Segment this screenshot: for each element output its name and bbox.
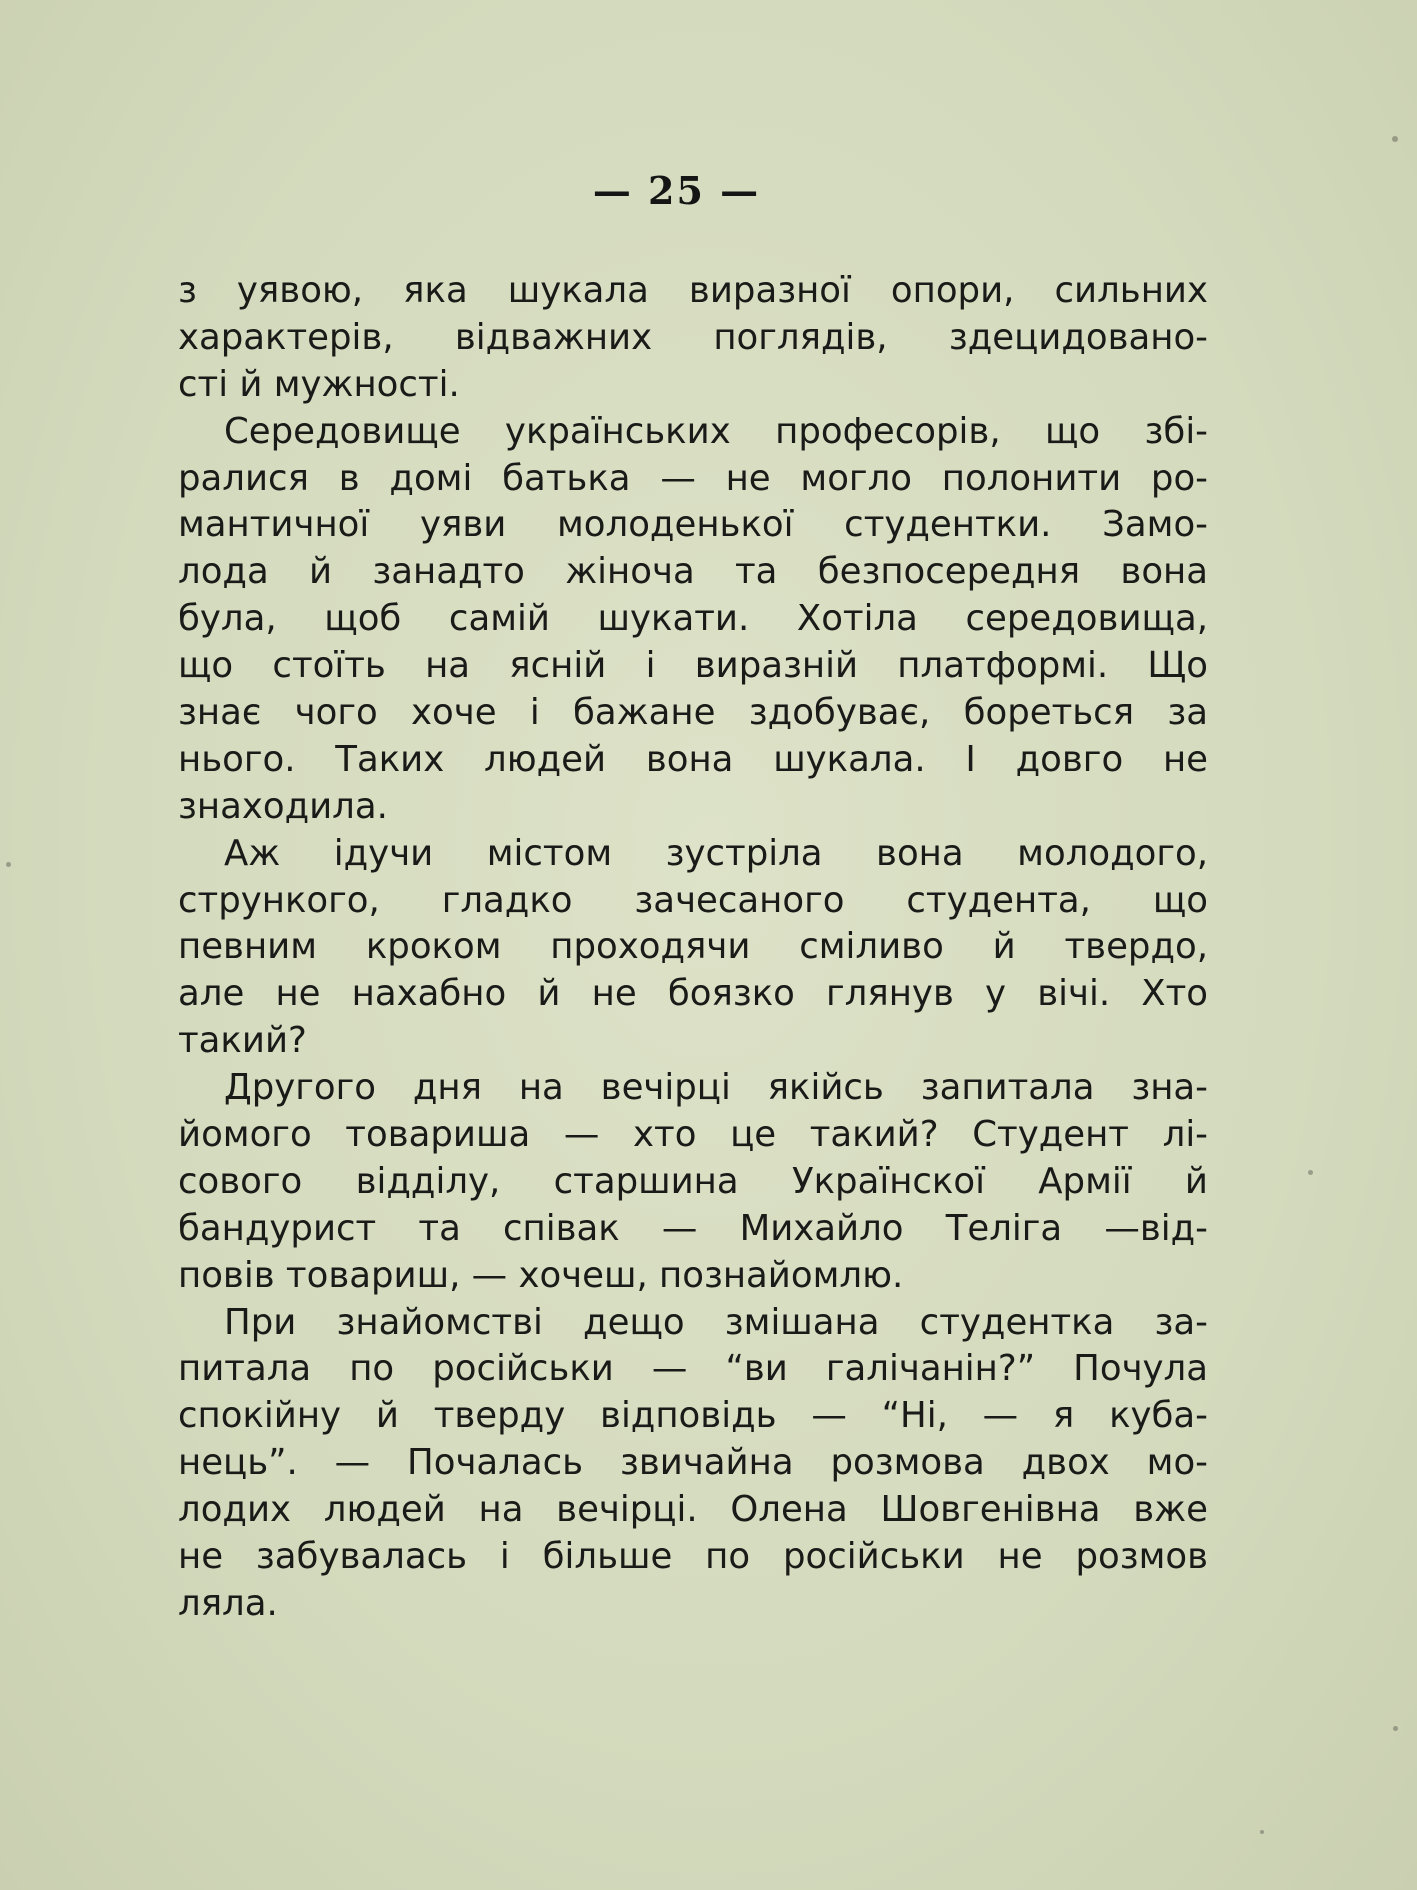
text-line: спокійну й тверду відповідь — “Ні, — я куба- [178,1395,1208,1437]
text-line: сового відділу, старшина Українскої Армії й [178,1160,1208,1202]
text-line: повів товариш, — хочеш, познайомлю. [178,1254,904,1296]
paper-speck [1308,1170,1313,1175]
text-line: бандурист та співак — Михайло Теліга —від- [178,1207,1208,1249]
paragraph [178,831,1208,1065]
text-line: Другого дня на вечірці якійсь запитала зна- [224,1067,1208,1109]
text-line: але не нахабно й не боязко глянув у вічі. Хто [178,973,1208,1015]
text-line: Аж ідучи містом зустріла вона молодого, [224,832,1208,874]
text-line: питала по російськи — “ви галічанін?” Почула [178,1348,1208,1390]
text-line: нець”. — Почалась звичайна розмова двох мо- [178,1442,1208,1484]
text-line: знає чого хоче і бажане здобуває, бореться за [178,692,1208,734]
paragraph [178,1065,1208,1299]
text-line: була, щоб самій шукати. Хотіла середовища, [178,598,1208,640]
text-line: мантичної уяви молоденької студентки. Замо- [178,504,1208,546]
text-line: нього. Таких людей вона шукала. І довго не [178,738,1208,780]
text-line: такий? [178,1020,307,1062]
paragraph [178,268,1208,409]
text-line: Середовище українських професорів, що збі- [224,410,1208,452]
text-line: з уявою, яка шукала виразної опори, сильних [178,270,1208,311]
paper-speck [6,862,11,867]
paragraph [178,409,1208,831]
page-number: — 25 — [592,168,761,213]
text-line: певним кроком проходячи сміливо й твердо, [178,926,1208,968]
paper-speck [1392,136,1398,142]
text-line: що стоїть на ясній і виразній платформі. Що [178,645,1208,687]
text-line: При знайомстві дещо змішана студентка за- [224,1301,1208,1343]
text-line: знаходила. [178,785,388,827]
text-line: характерів, відважних поглядів, здецидовано- [178,316,1208,358]
text-line: не забувалась і більше по російськи не розмов [178,1536,1208,1578]
text-line: лодих людей на вечірці. Олена Шовгенівна вже [178,1489,1208,1531]
text-line: сті й мужності. [178,363,460,405]
body-text [178,268,1208,1628]
paragraph [178,1300,1208,1628]
text-line: стрункого, гладко зачесаного студента, що [178,879,1208,921]
paper-speck [1393,1726,1398,1731]
text-line: ляла. [178,1582,278,1624]
text-line: йомого товариша — хто це такий? Студент лі- [178,1114,1208,1156]
text-line: ралися в домі батька — не могло полонити ро- [178,457,1208,499]
text-line: лода й занадто жіноча та безпосередня вона [178,551,1208,593]
paper-speck [1260,1830,1264,1834]
